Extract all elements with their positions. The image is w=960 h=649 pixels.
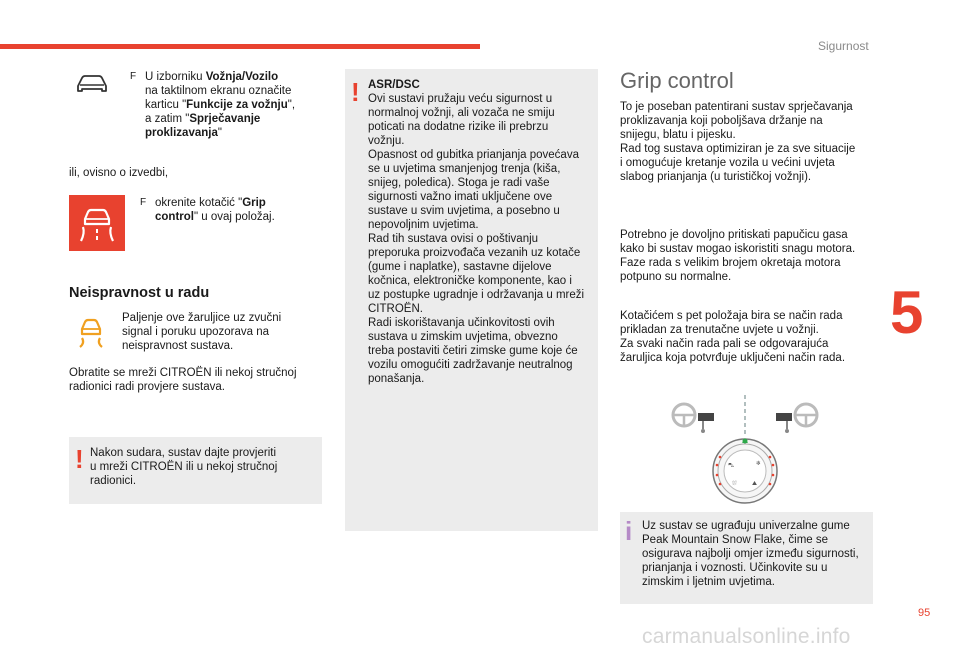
section-title: Sigurnost [818,39,869,53]
svg-text:⛆: ⛆ [732,480,737,487]
fault-heading: Neispravnost u radu [69,285,210,301]
right-steering-wheel-icon [776,404,817,433]
grip-throttle-text: Potrebno je dovoljno pritiskati papučicu gasa kako bi sustav mogao iskoristiti snagu motora. Faze rada s velikim brojem okretaja motora potpuno su normalne. [620,229,856,283]
page-number: 95 [918,607,931,619]
network-text: Obratite se mreži CITROËN ili nekoj stručnoj radionici radi provjere sustava. [69,367,297,393]
menu-step-text: U izborniku Vožnja/Vozilo na taktilnom ekranu označite karticu "Funkcije za vožnju", a zatim "Sprječavanje proklizavanja" [145,71,296,139]
grip-control-heading: Grip control [620,68,734,93]
asr-warning-exclamation-icon: ! [351,77,360,107]
grip-wheel-text: Kotačićem s pet položaja bira se način rada prikladan za trenutačne uvjete u vožnji. Za svaki način rada pali se odgovarajuća žaruljica koja potvrđuje uključeni način rada. [620,310,846,364]
tyre-info-text: Uz sustav se ugrađuju univerzalne gume Peak Mountain Snow Flake, čime se osigurava najbolji omjer između sigurnosti, prianjanja i voznosti. Učinkovite su u zimskim i ljetnim uvjetima. [642,520,859,588]
warning-exclamation-icon: ! [75,444,84,474]
chapter-number: 5 [890,279,924,346]
svg-text:❄: ❄ [756,460,762,467]
grip-control-icon [69,195,125,251]
car-outline-icon [75,72,109,94]
info-marker-icon: i [625,516,633,546]
or-text: ili, ovisno o izvedbi, [69,167,169,179]
bullet-wheel-step: F [140,197,147,208]
left-steering-wheel-icon [673,404,714,433]
asr-dsc-text: ASR/DSC Ovi sustavi pružaju veću sigurnost u normalnoj vožnji, ali vozača ne smiju poticati na dodatne rizike ili prebrzu vožnju. Opasnost od gubitka prianjanja povećava se u uvjetima smanjenjog trenja (kiša, snijeg, poledica). Stoga je radi vaše sigurnosti važno imati uključene ove sustave u svim uvjetima, a posebno u nepovoljnim uvjetima. Rad tih sustava ovisi o poštivanju preporuka proizvođača vezanih uz kotače (gume i naplatke), sastavne dijelove kočnica, elektroničke komponente, kao i uz postupke ugradnje i održavanja u mreži CITROËN. Radi iskorištavanja učinkovitosti ovih sustava u zimskim uvjetima, obvezno treba postaviti četiri zimske gume koje će vozilu omogućiti zadržavanje neutralnog ponašanja. [368,79,585,385]
grip-intro-text: To je poseban patentirani sustav sprječavanja proklizavanja koji poboljšava držanje na snijegu, blatu i pijesku. Rad tog sustava optimiziran je za sve situacije i omogućuje kretanje vozila u većini uvjeta slabog prianjanja (u turističkoj vožnji). [620,101,856,183]
bullet-menu-step: F [130,71,137,82]
fault-text: Paljenje ove žaruljice uz zvučni signal i poruku upozorava na neispravnost sustava. [122,312,282,352]
top-accent-bar [0,44,480,49]
grip-control-dial-illustration [660,393,830,505]
svg-text:⛰: ⛰ [752,480,758,487]
wheel-step-text: okrenite kotačić "Grip control" u ovaj položaj. [155,197,275,223]
collision-warning-text: Nakon sudara, sustav dajte provjeriti u mreži CITROËN ili u nekoj stručnoj radionici. [90,447,278,487]
skid-warning-icon [76,315,106,349]
svg-text:⛍: ⛍ [728,462,735,469]
grip-control-dial [713,439,777,504]
grip-control-icon-box [69,195,125,251]
watermark: carmanualsonline.info [642,625,851,648]
